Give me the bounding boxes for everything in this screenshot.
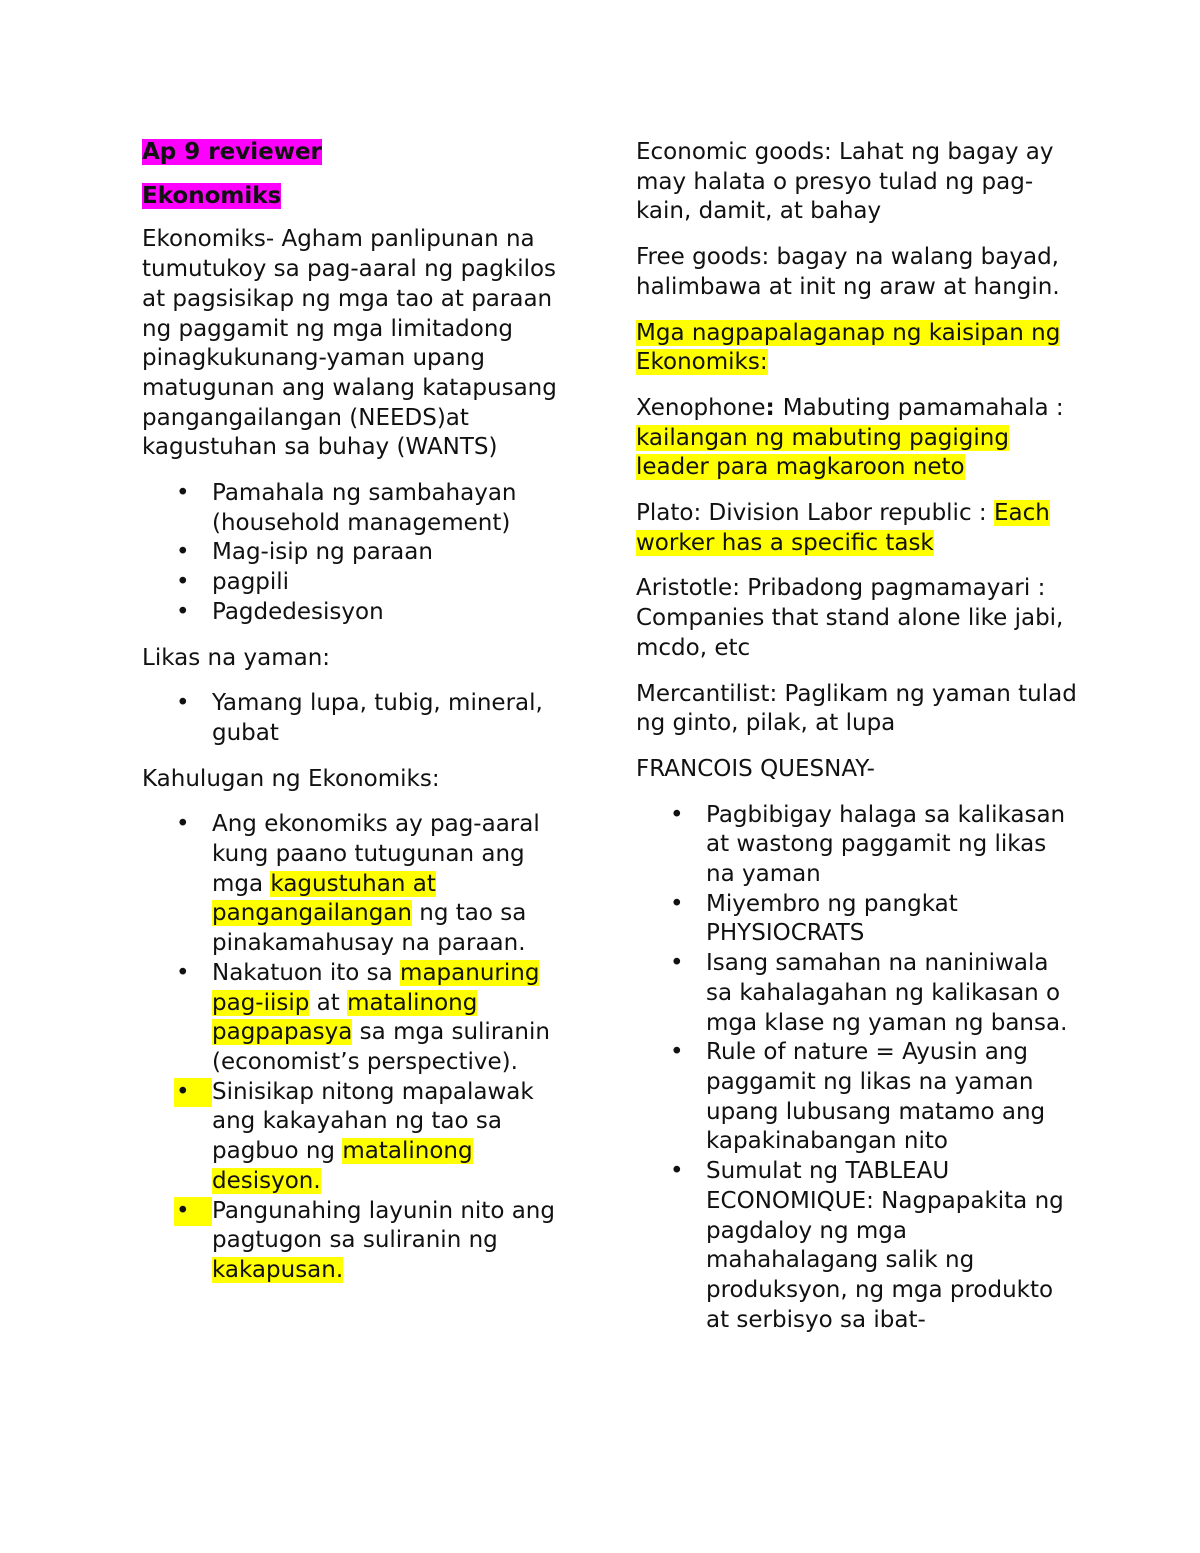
bullet-icon: • <box>670 950 684 977</box>
list-item: • Isang samahan na naniniwala sa kahalagahan ng kalikasan o mga klase ng yaman ng bansa. <box>670 950 1068 1036</box>
bullet-icon: • <box>670 1158 684 1185</box>
list-item: • Yamang lupa, tubig, mineral, gubat <box>176 690 543 746</box>
highlight: kakapusan. <box>212 1256 344 1283</box>
likas-yaman-list <box>142 689 582 748</box>
bullet-icon: • <box>176 480 190 507</box>
bullet-icon: • <box>176 811 190 838</box>
list-item: • Pangunahing layunin nito ang pagtugon sa suliranin ng kakapusan. <box>176 1197 555 1283</box>
list-item: • pagpili <box>142 568 582 598</box>
section-heading: Mga nagpapalaganap ng kaisipan ng Ekonomiks: <box>636 319 1061 376</box>
bullet-icon: • <box>176 569 190 596</box>
list-item: • Pagbibigay halaga sa kalikasan at wastong paggamit ng likas na yaman <box>670 801 1066 888</box>
list-item: • Sinisikap nitong mapalawak ang kakayahan ng tao sa pagbuo ng matalinong desisyon. <box>176 1078 534 1194</box>
highlight: matalinong pagpapasya <box>212 989 478 1046</box>
kahulugan-label: Kahulugan ng Ekonomiks: <box>142 765 440 792</box>
list-item: • Mag-isip ng paraan <box>142 538 582 568</box>
document-title: Ap 9 reviewer <box>142 139 322 165</box>
list-item: • Miyembro ng pangkat PHYSIOCRATS <box>670 890 958 947</box>
highlight: Each worker has a specific task <box>636 500 1050 556</box>
bullet-icon: • <box>670 801 684 828</box>
left-column <box>142 138 582 1302</box>
bullet-icon: • <box>176 959 190 986</box>
quesnay-label: FRANCOIS QUESNAY- <box>636 755 875 782</box>
list-item: • Pamahala ng sambahayan (household management) <box>176 480 517 536</box>
highlight: matalinong desisyon. <box>212 1138 473 1194</box>
list-item: • Sumulat ng TABLEAU ECONOMIQUE: Nagpapakita ng pagdaloy ng mga mahahalagang salik ng produksyon, ng mga produkto at serbisyo sa ibat- <box>670 1158 1064 1333</box>
plato-paragraph: Plato: Division Labor republic : Each worker has a specific task <box>636 500 1050 556</box>
highlight: kagustuhan at pangangailangan <box>212 870 436 927</box>
highlight: kailangan ng mabuting pagiging leader para magkaroon neto <box>636 424 1009 481</box>
xenophone-paragraph: Xenophone: Mabuting pamamahala : kailangan ng mabuting pagiging leader para magkaroon neto <box>636 394 1064 481</box>
kahulugan-list <box>142 810 582 1285</box>
bullet-icon: • <box>176 539 190 566</box>
likas-yaman-label: Likas na yaman: <box>142 644 331 671</box>
bullet-icon: • <box>174 1197 212 1227</box>
mercantilist-paragraph: Mercantilist: Paglikam ng yaman tulad ng ginto, pilak, at lupa <box>636 680 1077 737</box>
list-item: • Ang ekonomiks ay pag-aaral kung paano tutugunan ang mga kagustuhan at pangangailangan ng tao sa pinakamahusay na paraan. <box>176 811 540 957</box>
highlight: mapanuring pag-iisip <box>212 959 540 1016</box>
document-subtitle: Ekonomiks <box>142 182 282 209</box>
bullet-icon: • <box>176 690 190 717</box>
list-item: • Nakatuon ito sa mapanuring pag-iisip at matalinong pagpapasya sa mga suliranin (economist’s perspective). <box>176 959 550 1075</box>
aristotle-paragraph: Aristotle: Pribadong pagmamayari : Companies that stand alone like jabi, mcdo, etc <box>636 575 1064 661</box>
list-item: • Pagdedesisyon <box>142 598 582 628</box>
list-item: • Rule of nature = Ayusin ang paggamit ng likas na yaman upang lubusang matamo ang kapakinabangan nito <box>670 1039 1046 1155</box>
economic-goods-paragraph: Economic goods: Lahat ng bagay ay may halata o presyo tulad ng pag-kain, damit, at bahay <box>636 139 1054 225</box>
ekonomiks-meaning-list <box>142 479 582 628</box>
quesnay-list <box>636 801 1081 1336</box>
bullet-icon: • <box>176 598 190 625</box>
free-goods-paragraph: Free goods: bagay na walang bayad, halimbawa at init ng araw at hangin. <box>636 244 1060 300</box>
bullet-icon: • <box>670 890 684 917</box>
bullet-icon: • <box>670 1039 684 1066</box>
definition-paragraph: Ekonomiks- Agham panlipunan na tumutukoy sa pag-aaral ng pagkilos at pagsisikap ng mga tao at paraan ng paggamit ng mga limitadong pinagkukunang-yaman upang matugunan ang walang katapusang pangangailangan (NEEDS)at kagustuhan sa buhay (WANTS) <box>142 226 557 461</box>
bullet-icon: • <box>174 1078 212 1108</box>
right-column <box>636 138 1081 1351</box>
